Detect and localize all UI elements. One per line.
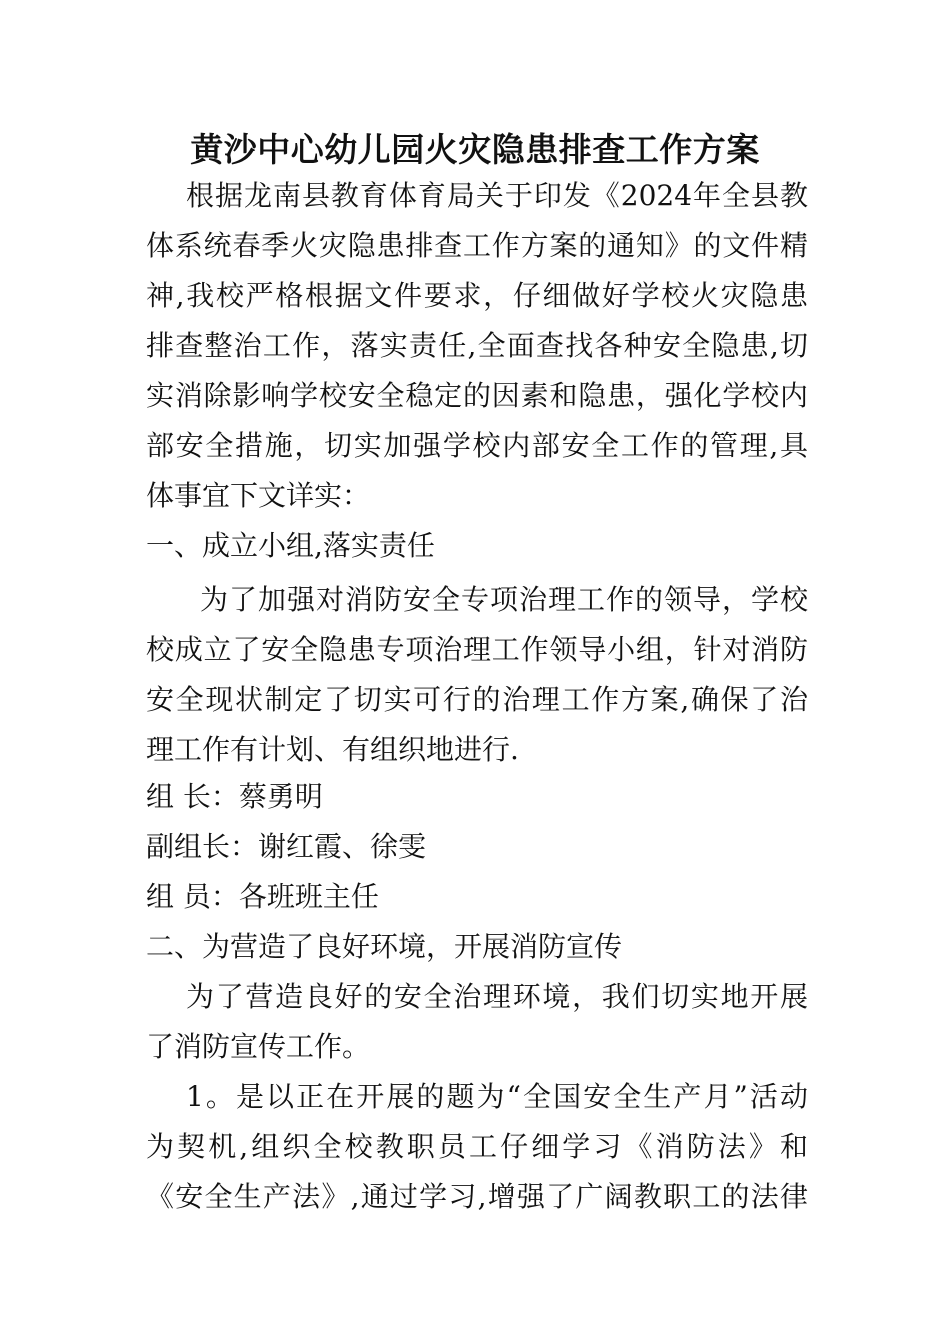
paragraph-line: 了消防宣传工作。: [146, 1030, 371, 1063]
paragraph-line: 为了加强对消防安全专项治理工作的领导，学校: [200, 583, 808, 616]
paragraph-line: 部安全措施，切实加强学校内部安全工作的管理,具: [146, 429, 808, 462]
paragraph-line: 体系统春季火灾隐患排查工作方案的通知》的文件精: [146, 229, 808, 262]
paragraph-line: 理工作有计划、有组织地进行.: [146, 733, 519, 766]
paragraph-line: 1。是以正在开展的题为“全国安全生产月”活动: [186, 1080, 808, 1113]
paragraph-line: 排查整治工作，落实责任,全面查找各种安全隐患,切: [146, 329, 808, 362]
paragraph-line: 校成立了安全隐患专项治理工作领导小组，针对消防: [146, 633, 808, 666]
paragraph-line: 根据龙南县教育体育局关于印发《2024年全县教: [186, 179, 808, 212]
group-members: 组 员：各班班主任: [146, 880, 379, 913]
document-title: 黄沙中心幼儿园火灾隐患排查工作方案: [190, 130, 760, 169]
paragraph-line: 为了营造良好的安全治理环境，我们切实地开展: [186, 980, 808, 1013]
group-leader: 组 长：蔡勇明: [146, 780, 323, 813]
section-heading: 二、为营造了良好环境，开展消防宣传: [146, 930, 623, 963]
paragraph-line: 安全现状制定了切实可行的治理工作方案,确保了治: [146, 683, 808, 716]
paragraph-line: 为契机,组织全校教职员工仔细学习《消防法》和: [146, 1130, 808, 1163]
group-deputy-leader: 副组长：谢红霞、徐雯: [146, 830, 427, 863]
paragraph-line: 《安全生产法》,通过学习,增强了广阔教职工的法律: [146, 1180, 808, 1213]
paragraph-line: 神,我校严格根据文件要求，仔细做好学校火灾隐患: [146, 279, 808, 312]
paragraph-line: 体事宜下文详实：: [146, 479, 371, 512]
paragraph-line: 实消除影响学校安全稳定的因素和隐患，强化学校内: [146, 379, 808, 412]
section-heading: 一、成立小组,落实责任: [146, 529, 435, 562]
